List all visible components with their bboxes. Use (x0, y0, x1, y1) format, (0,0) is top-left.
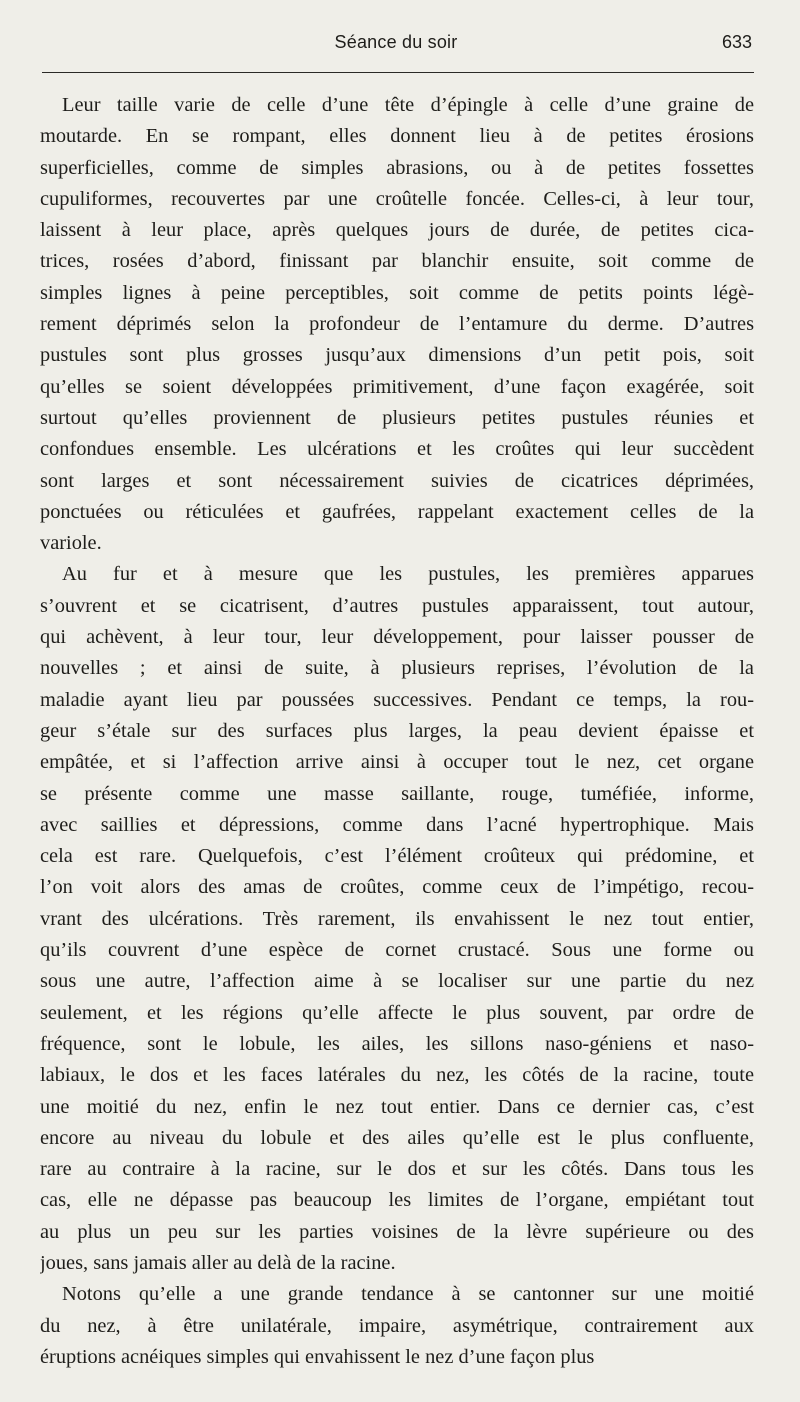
text-line: simples lignes à peine perceptibles, soit comme de petits points légè- (40, 281, 754, 304)
paragraph (40, 90, 754, 559)
page-header (40, 30, 752, 64)
text-line: superficielles, comme de simples abrasions, ou à de petites fossettes (40, 156, 754, 179)
text-line: pustules sont plus grosses jusqu’aux dimensions d’un petit pois, soit (40, 344, 754, 367)
text-line: seulement, et les régions qu’elle affecte le plus souvent, par ordre de (40, 1001, 754, 1024)
text-line: Notons qu’elle a une grande tendance à se cantonner sur une moitié (62, 1283, 754, 1306)
text-line: variole. (40, 532, 102, 555)
paragraph (40, 1279, 754, 1373)
text-line: cela est rare. Quelquefois, c’est l’élément croûteux qui prédomine, et (40, 845, 754, 868)
body-text (40, 90, 754, 1373)
text-line: vrant des ulcérations. Très rarement, ils envahissent le nez tout entier, (40, 907, 754, 930)
text-line: geur s’étale sur des surfaces plus larges, la peau devient épaisse et (40, 719, 754, 742)
text-line: nouvelles ; et ainsi de suite, à plusieurs reprises, l’évolution de la (40, 657, 754, 680)
text-line: qu’ils couvrent d’une espèce de cornet crustacé. Sous une forme ou (40, 939, 754, 962)
page-number: 633 (721, 32, 752, 52)
text-line: sont larges et sont nécessairement suivies de cicatrices déprimées, (40, 469, 754, 492)
text-line: ponctuées ou réticulées et gaufrées, rappelant exactement celles de la (40, 500, 754, 523)
text-line: qu’elles se soient développées primitivement, d’une façon exagérée, soit (40, 375, 754, 398)
text-line: encore au niveau du lobule et des ailes qu’elle est le plus confluente, (40, 1126, 754, 1149)
text-line: laissent à leur place, après quelques jours de durée, de petites cica- (40, 219, 754, 242)
text-line: confondues ensemble. Les ulcérations et les croûtes qui leur succèdent (40, 438, 754, 461)
paragraph (40, 559, 754, 1279)
text-line: trices, rosées d’abord, finissant par blanchir ensuite, soit comme de (40, 250, 754, 273)
running-title: Séance du soir (334, 32, 458, 52)
text-line: empâtée, et si l’affection arrive ainsi à occuper tout le nez, cet organe (40, 751, 754, 774)
header-rule (42, 72, 754, 73)
text-line: au plus un peu sur les parties voisines de la lèvre supérieure ou des (40, 1220, 754, 1243)
text-line: rare au contraire à la racine, sur le dos et sur les côtés. Dans tous les (40, 1158, 754, 1181)
text-line: Au fur et à mesure que les pustules, les premières apparues (62, 563, 754, 586)
text-line: labiaux, le dos et les faces latérales du nez, les côtés de la racine, toute (40, 1064, 754, 1087)
text-line: s’ouvrent et se cicatrisent, d’autres pustules apparaissent, tout autour, (40, 594, 754, 617)
text-line: joues, sans jamais aller au delà de la racine. (40, 1251, 396, 1274)
text-line: se présente comme une masse saillante, rouge, tuméfiée, informe, (40, 782, 754, 805)
text-line: fréquence, sont le lobule, les ailes, les sillons naso-géniens et naso- (40, 1032, 754, 1055)
text-line: maladie ayant lieu par poussées successives. Pendant ce temps, la rou- (40, 688, 754, 711)
text-line: l’on voit alors des amas de croûtes, comme ceux de l’impétigo, recou- (40, 876, 754, 899)
text-line: du nez, à être unilatérale, impaire, asymétrique, contrairement aux (40, 1314, 754, 1337)
text-line: sous une autre, l’affection aime à se localiser sur une partie du nez (40, 970, 754, 993)
text-line: une moitié du nez, enfin le nez tout entier. Dans ce dernier cas, c’est (40, 1095, 754, 1118)
text-line: cupuliformes, recouvertes par une croûtelle foncée. Celles-ci, à leur tour, (40, 187, 754, 210)
text-line: cas, elle ne dépasse pas beaucoup les limites de l’organe, empiétant tout (40, 1189, 754, 1212)
text-line: qui achèvent, à leur tour, leur développement, pour laisser pousser de (40, 626, 754, 649)
text-line: avec saillies et dépressions, comme dans l’acné hypertrophique. Mais (40, 813, 754, 836)
text-line: rement déprimés selon la profondeur de l’entamure du derme. D’autres (40, 313, 754, 336)
text-line: Leur taille varie de celle d’une tête d’épingle à celle d’une graine de (62, 94, 754, 116)
text-line: surtout qu’elles proviennent de plusieurs petites pustules réunies et (40, 406, 754, 429)
text-line: moutarde. En se rompant, elles donnent lieu à de petites érosions (40, 125, 754, 148)
text-line: éruptions acnéiques simples qui envahissent le nez d’une façon plus (40, 1345, 595, 1368)
